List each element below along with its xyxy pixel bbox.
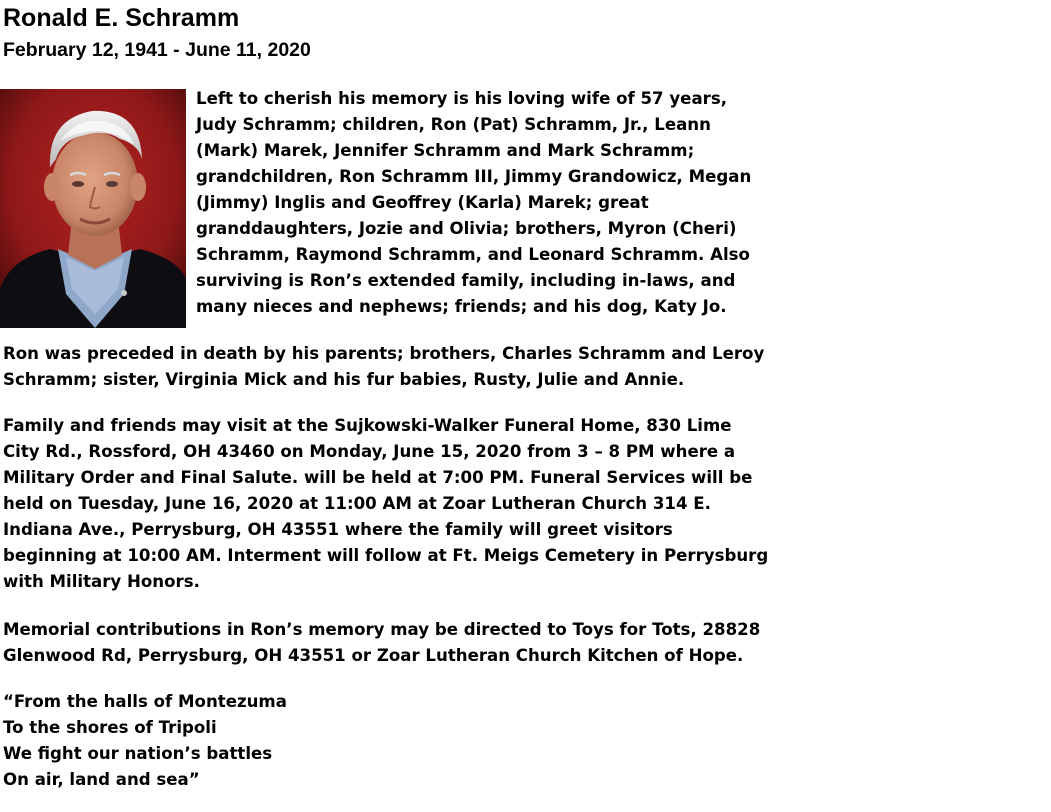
- services-paragraph: [3, 413, 768, 595]
- text-line: granddaughters, Jozie and Olivia; brothers, Myron (Cheri): [196, 219, 737, 238]
- text-line: To the shores of Tripoli: [3, 718, 217, 737]
- portrait-photo: [0, 89, 186, 328]
- family-paragraph: [196, 86, 751, 320]
- text-line: City Rd., Rossford, OH 43460 on Monday, June 15, 2020 from 3 – 8 PM where a: [3, 442, 736, 461]
- deceased-name: Ronald E. Schramm: [3, 4, 240, 32]
- text-line: held on Tuesday, June 16, 2020 at 11:00 AM at Zoar Lutheran Church 314 E.: [3, 494, 711, 513]
- text-line: beginning at 10:00 AM. Interment will follow at Ft. Meigs Cemetery in Perrysburg: [3, 546, 769, 565]
- text-line: Memorial contributions in Ron’s memory may be directed to Toys for Tots, 28828: [3, 620, 761, 639]
- text-line: Schramm, Raymond Schramm, and Leonard Schramm. Also: [196, 245, 750, 264]
- portrait-illustration: [0, 89, 186, 328]
- text-line: Judy Schramm; children, Ron (Pat) Schramm, Jr., Leann: [196, 115, 711, 134]
- quote-paragraph: [3, 689, 287, 793]
- text-line: Military Order and Final Salute. will be held at 7:00 PM. Funeral Services will be: [3, 468, 753, 487]
- text-line: grandchildren, Ron Schramm III, Jimmy Grandowicz, Megan: [196, 167, 752, 186]
- text-line: Schramm; sister, Virginia Mick and his fur babies, Rusty, Julie and Annie.: [3, 370, 685, 389]
- text-line: many nieces and nephews; friends; and his dog, Katy Jo.: [196, 297, 727, 316]
- life-dates: February 12, 1941 - June 11, 2020: [3, 39, 311, 61]
- text-line: with Military Honors.: [3, 572, 200, 591]
- text-line: “From the halls of Montezuma: [3, 692, 287, 711]
- text-line: On air, land and sea”: [3, 770, 200, 789]
- text-line: surviving is Ron’s extended family, including in-laws, and: [196, 271, 736, 290]
- text-line: (Mark) Marek, Jennifer Schramm and Mark Schramm;: [196, 141, 695, 160]
- text-line: Left to cherish his memory is his loving wife of 57 years,: [196, 89, 727, 108]
- text-line: Family and friends may visit at the Sujkowski-Walker Funeral Home, 830 Lime: [3, 416, 732, 435]
- text-line: Glenwood Rd, Perrysburg, OH 43551 or Zoar Lutheran Church Kitchen of Hope.: [3, 646, 744, 665]
- preceded-paragraph: [3, 341, 764, 393]
- text-line: Ron was preceded in death by his parents; brothers, Charles Schramm and Leroy: [3, 344, 765, 363]
- text-line: Indiana Ave., Perrysburg, OH 43551 where the family will greet visitors: [3, 520, 673, 539]
- text-line: We fight our nation’s battles: [3, 744, 273, 763]
- memorial-paragraph: [3, 617, 760, 669]
- text-line: (Jimmy) Inglis and Geoffrey (Karla) Marek; great: [196, 193, 649, 212]
